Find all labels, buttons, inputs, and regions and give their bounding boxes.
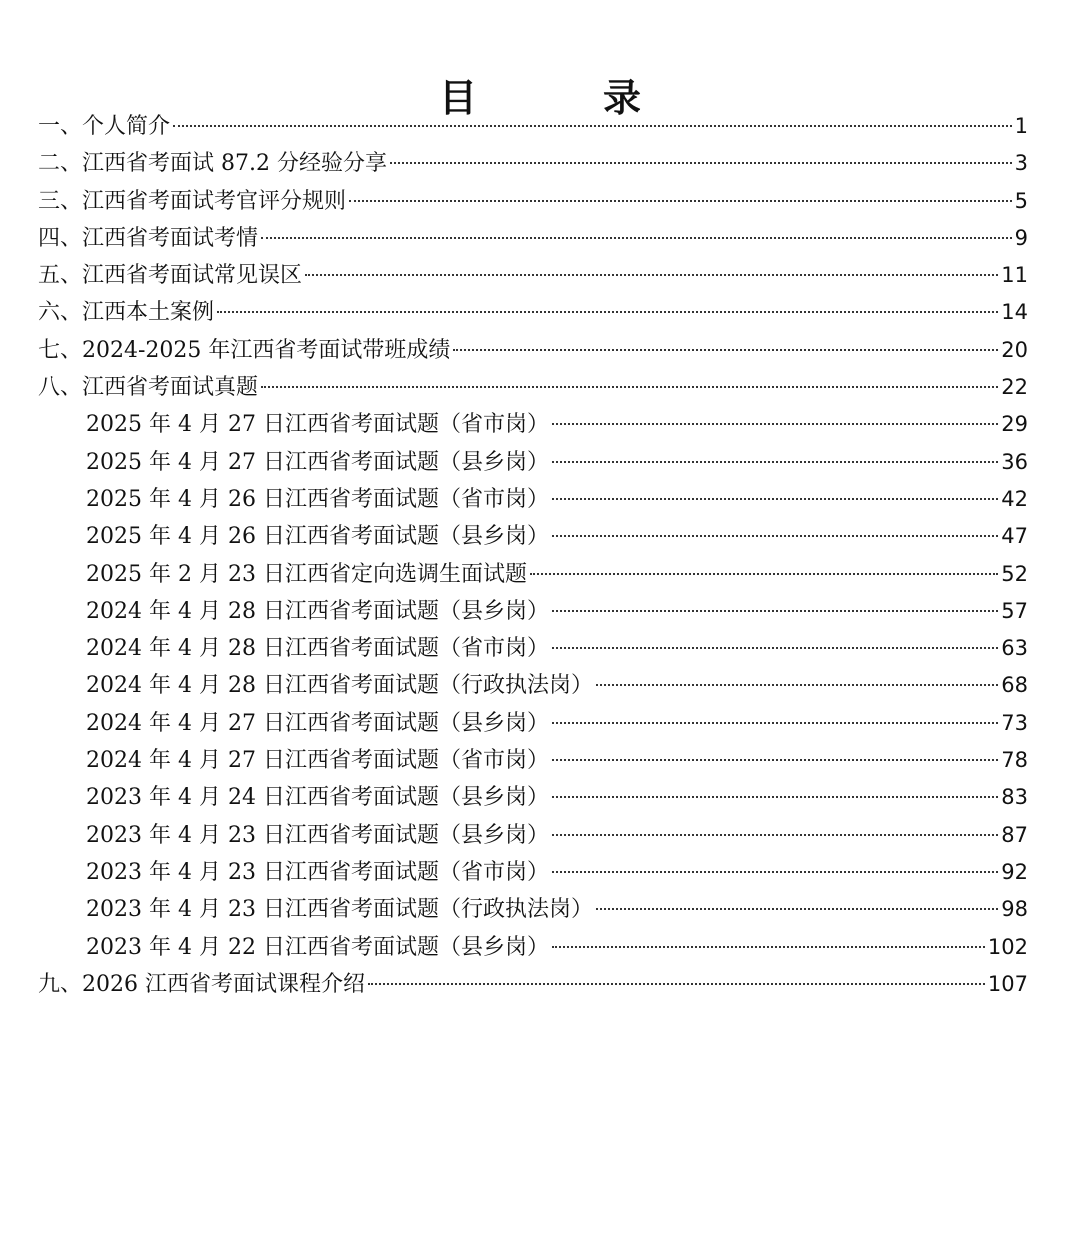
page-title: 目 录 — [438, 76, 685, 121]
toc-entry-label: 2023 年 4 月 23 日江西省考面试题（县乡岗） — [86, 822, 549, 848]
toc-entry-label: 2025 年 4 月 26 日江西省考面试题（县乡岗） — [86, 524, 549, 550]
toc-entry-label: 2025 年 4 月 26 日江西省考面试题（省市岗） — [86, 486, 549, 512]
toc-page-number: 36 — [1001, 449, 1028, 474]
toc-entry-label: 九、2026 江西省考面试课程介绍 — [38, 971, 365, 997]
toc-page-number: 68 — [1001, 673, 1028, 698]
toc-subentry[interactable] — [38, 481, 1028, 518]
toc-page-number: 102 — [987, 934, 1028, 959]
dot-leader — [552, 946, 985, 948]
dot-leader — [390, 162, 1012, 164]
dot-leader — [552, 871, 998, 873]
toc-page-number: 107 — [987, 971, 1028, 996]
toc-entry-label: 四、江西省考面试考情 — [38, 225, 259, 251]
toc-page-number: 87 — [1001, 822, 1028, 847]
toc-entry-label: 2024 年 4 月 28 日江西省考面试题（行政执法岗） — [86, 673, 593, 699]
toc-subentry[interactable] — [38, 817, 1028, 854]
toc-entry-label: 2023 年 4 月 23 日江西省考面试题（省市岗） — [86, 859, 549, 885]
toc-page-number: 29 — [1001, 412, 1028, 437]
toc-entry-label: 2023 年 4 月 24 日江西省考面试题（县乡岗） — [86, 785, 549, 811]
toc-entry-label: 2025 年 2 月 23 日江西省定向选调生面试题 — [86, 561, 527, 587]
dot-leader — [261, 237, 1012, 239]
toc-page-number: 42 — [1001, 486, 1028, 511]
toc-page-number: 47 — [1001, 524, 1028, 549]
dot-leader — [552, 461, 998, 463]
toc-entry-label: 2023 年 4 月 22 日江西省考面试题（县乡岗） — [86, 934, 549, 960]
toc-subentry[interactable] — [38, 518, 1028, 555]
toc-subentry[interactable] — [38, 779, 1028, 816]
toc-entry-label: 八、江西省考面试真题 — [38, 375, 259, 401]
toc-page-number: 92 — [1001, 859, 1028, 884]
toc-entry[interactable] — [38, 332, 1028, 369]
dot-leader — [261, 386, 998, 388]
dot-leader — [552, 647, 998, 649]
dot-leader — [453, 349, 998, 351]
table-of-contents — [38, 108, 1028, 1003]
toc-subentry[interactable] — [38, 854, 1028, 891]
toc-page-number: 11 — [1001, 263, 1028, 288]
toc-page-number: 3 — [1014, 151, 1028, 176]
toc-entry-label: 2024 年 4 月 28 日江西省考面试题（省市岗） — [86, 636, 549, 662]
toc-entry-label: 2025 年 4 月 27 日江西省考面试题（县乡岗） — [86, 449, 549, 475]
dot-leader — [530, 573, 998, 575]
dot-leader — [217, 311, 998, 313]
toc-subentry[interactable] — [38, 593, 1028, 630]
toc-entry[interactable] — [38, 183, 1028, 220]
dot-leader — [552, 722, 998, 724]
toc-subentry[interactable] — [38, 705, 1028, 742]
dot-leader — [349, 200, 1012, 202]
dot-leader — [173, 125, 1012, 127]
toc-entry-label: 六、江西本土案例 — [38, 300, 215, 326]
toc-entry[interactable] — [38, 145, 1028, 182]
dot-leader — [552, 759, 998, 761]
toc-subentry[interactable] — [38, 929, 1028, 966]
toc-page-number: 57 — [1001, 598, 1028, 623]
toc-entry-label: 2024 年 4 月 28 日江西省考面试题（县乡岗） — [86, 598, 549, 624]
toc-subentry[interactable] — [38, 667, 1028, 704]
toc-subentry[interactable] — [38, 891, 1028, 928]
toc-page-number: 63 — [1001, 636, 1028, 661]
dot-leader — [596, 684, 998, 686]
toc-page-number: 78 — [1001, 748, 1028, 773]
toc-entry-label: 二、江西省考面试 87.2 分经验分享 — [38, 151, 387, 177]
toc-page-number: 98 — [1001, 897, 1028, 922]
toc-entry-label: 2025 年 4 月 27 日江西省考面试题（省市岗） — [86, 412, 549, 438]
toc-page-number: 52 — [1001, 561, 1028, 586]
toc-entry-label: 七、2024-2025 年江西省考面试带班成绩 — [38, 337, 451, 363]
toc-subentry[interactable] — [38, 406, 1028, 443]
dot-leader — [305, 274, 998, 276]
dot-leader — [552, 498, 998, 500]
toc-page-number: 22 — [1001, 375, 1028, 400]
toc-page-number: 5 — [1014, 188, 1028, 213]
toc-entry-label: 2024 年 4 月 27 日江西省考面试题（县乡岗） — [86, 710, 549, 736]
toc-entry-label: 五、江西省考面试常见误区 — [38, 263, 303, 289]
toc-entry[interactable] — [38, 369, 1028, 406]
dot-leader — [552, 796, 998, 798]
toc-entry-label: 2024 年 4 月 27 日江西省考面试题（省市岗） — [86, 748, 549, 774]
toc-subentry[interactable] — [38, 444, 1028, 481]
toc-entry[interactable] — [38, 220, 1028, 257]
toc-subentry[interactable] — [38, 630, 1028, 667]
dot-leader — [552, 610, 998, 612]
toc-page-number: 14 — [1001, 300, 1028, 325]
toc-page-number: 73 — [1001, 710, 1028, 735]
toc-entry[interactable] — [38, 966, 1028, 1003]
toc-page-number: 9 — [1014, 225, 1028, 250]
toc-entry[interactable] — [38, 257, 1028, 294]
dot-leader — [552, 834, 998, 836]
toc-entry-label: 2023 年 4 月 23 日江西省考面试题（行政执法岗） — [86, 897, 593, 923]
toc-entry-label: 一、个人简介 — [38, 114, 171, 139]
dot-leader — [552, 535, 998, 537]
toc-entry-label: 三、江西省考面试考官评分规则 — [38, 188, 347, 214]
toc-page-number: 83 — [1001, 785, 1028, 810]
toc-entry[interactable] — [38, 294, 1028, 331]
toc-page-number: 1 — [1014, 114, 1028, 138]
toc-entry[interactable] — [38, 108, 1028, 145]
dot-leader — [552, 423, 998, 425]
toc-subentry[interactable] — [38, 742, 1028, 779]
dot-leader — [596, 908, 998, 910]
toc-page-number: 20 — [1001, 337, 1028, 362]
toc-subentry[interactable] — [38, 556, 1028, 593]
dot-leader — [368, 983, 985, 985]
